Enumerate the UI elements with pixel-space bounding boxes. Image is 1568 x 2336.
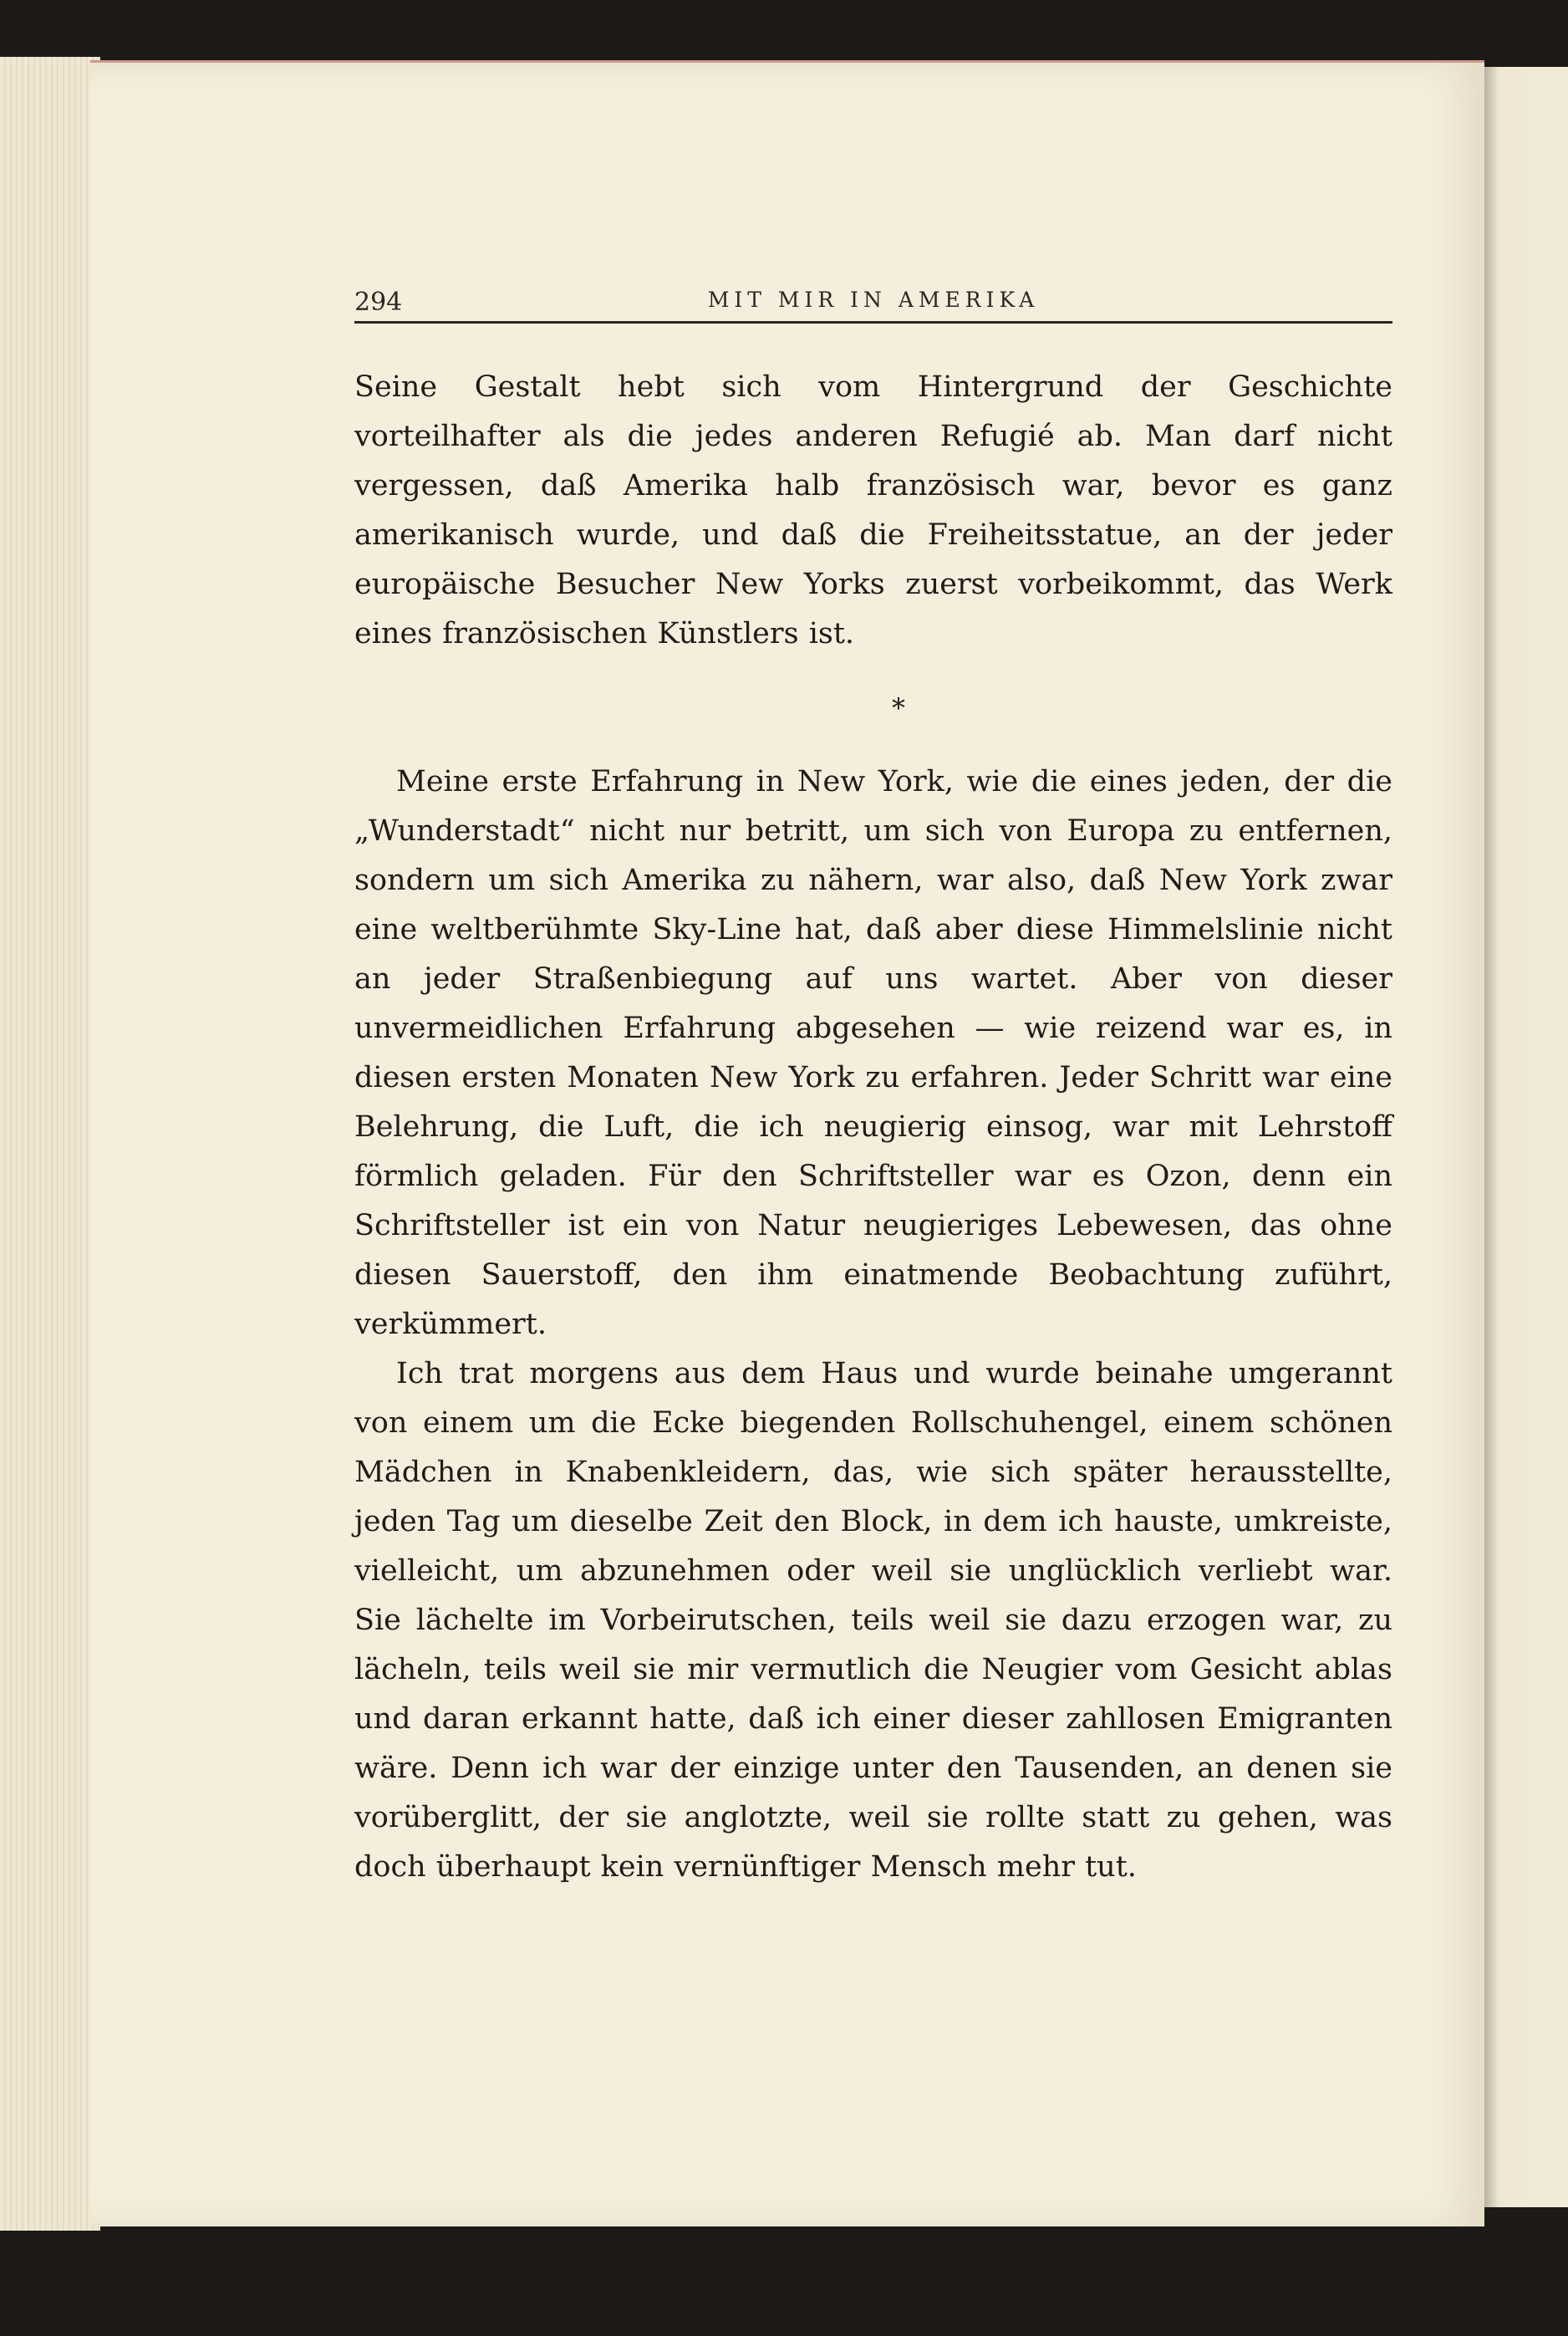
facing-page-edge	[1484, 67, 1568, 2207]
page-number: 294	[354, 288, 403, 317]
paragraph: Meine erste Erfahrung in New York, wie die eines jeden, der die „Wunderstadt“ nicht nur betritt, um sich von Europa zu entfernen, sondern um sich Amerika zu nähern, war also, daß New York zwar eine weltberühmte Sky-Line hat, daß aber diese Himmelslinie nicht an jeder Straßenbiegung auf uns wartet. Aber von dieser unvermeidlichen Erfahrung abgesehen — wie reizend war es, in diesen ersten Monaten New York zu erfahren. Jeder Schritt war eine Belehrung, die Luft, die ich neugierig einsog, war mit Lehrstoff förmlich geladen. Für den Schriftsteller war es Ozon, denn ein Schriftsteller ist ein von Natur neugieriges Lebewesen, das ohne diesen Sauerstoff, den ihm einatmende Beobachtung zuführt, verkümmert.	[354, 765, 1392, 1341]
scan-background-bottom	[0, 2257, 1568, 2336]
running-head: MIT MIR IN AMERIKA	[707, 288, 1040, 312]
header-rule	[354, 321, 1392, 324]
page-edges-left	[0, 57, 100, 2231]
body-text	[354, 363, 1392, 1892]
paragraph: Ich trat morgens aus dem Haus und wurde beinahe umgerannt von einem um die Ecke biegenden Rollschuhengel, einem schönen Mädchen in Knabenkleidern, das, wie sich später herausstellte, jeden Tag um dieselbe Zeit den Block, in dem ich hauste, umkreiste, vielleicht, um abzunehmen oder weil sie unglücklich verliebt war. Sie lächelte im Vorbeirutschen, teils weil sie dazu erzogen war, zu lächeln, teils weil sie mir vermutlich die Neugier vom Gesicht ablas und daran erkannt hatte, daß ich einer dieser zahllosen Emigranten wäre. Denn ich war der einzige unter den Tausenden, an denen sie vorüberglitt, der sie anglotzte, weil sie rollte statt zu gehen, was doch überhaupt kein vernünftiger Mensch mehr tut.	[354, 1357, 1392, 1884]
page-header	[354, 276, 1392, 323]
paragraph: Seine Gestalt hebt sich vom Hintergrund der Geschichte vorteilhafter als die jedes anderen Refugié ab. Man darf nicht vergessen, daß Amerika halb französisch war, bevor es ganz amerikanisch wurde, und daß die Freiheitsstatue, an der jeder europäische Besucher New Yorks zuerst vorbeikommt, das Werk eines französischen Künstlers ist.	[354, 370, 1392, 650]
section-separator: *	[892, 692, 905, 724]
